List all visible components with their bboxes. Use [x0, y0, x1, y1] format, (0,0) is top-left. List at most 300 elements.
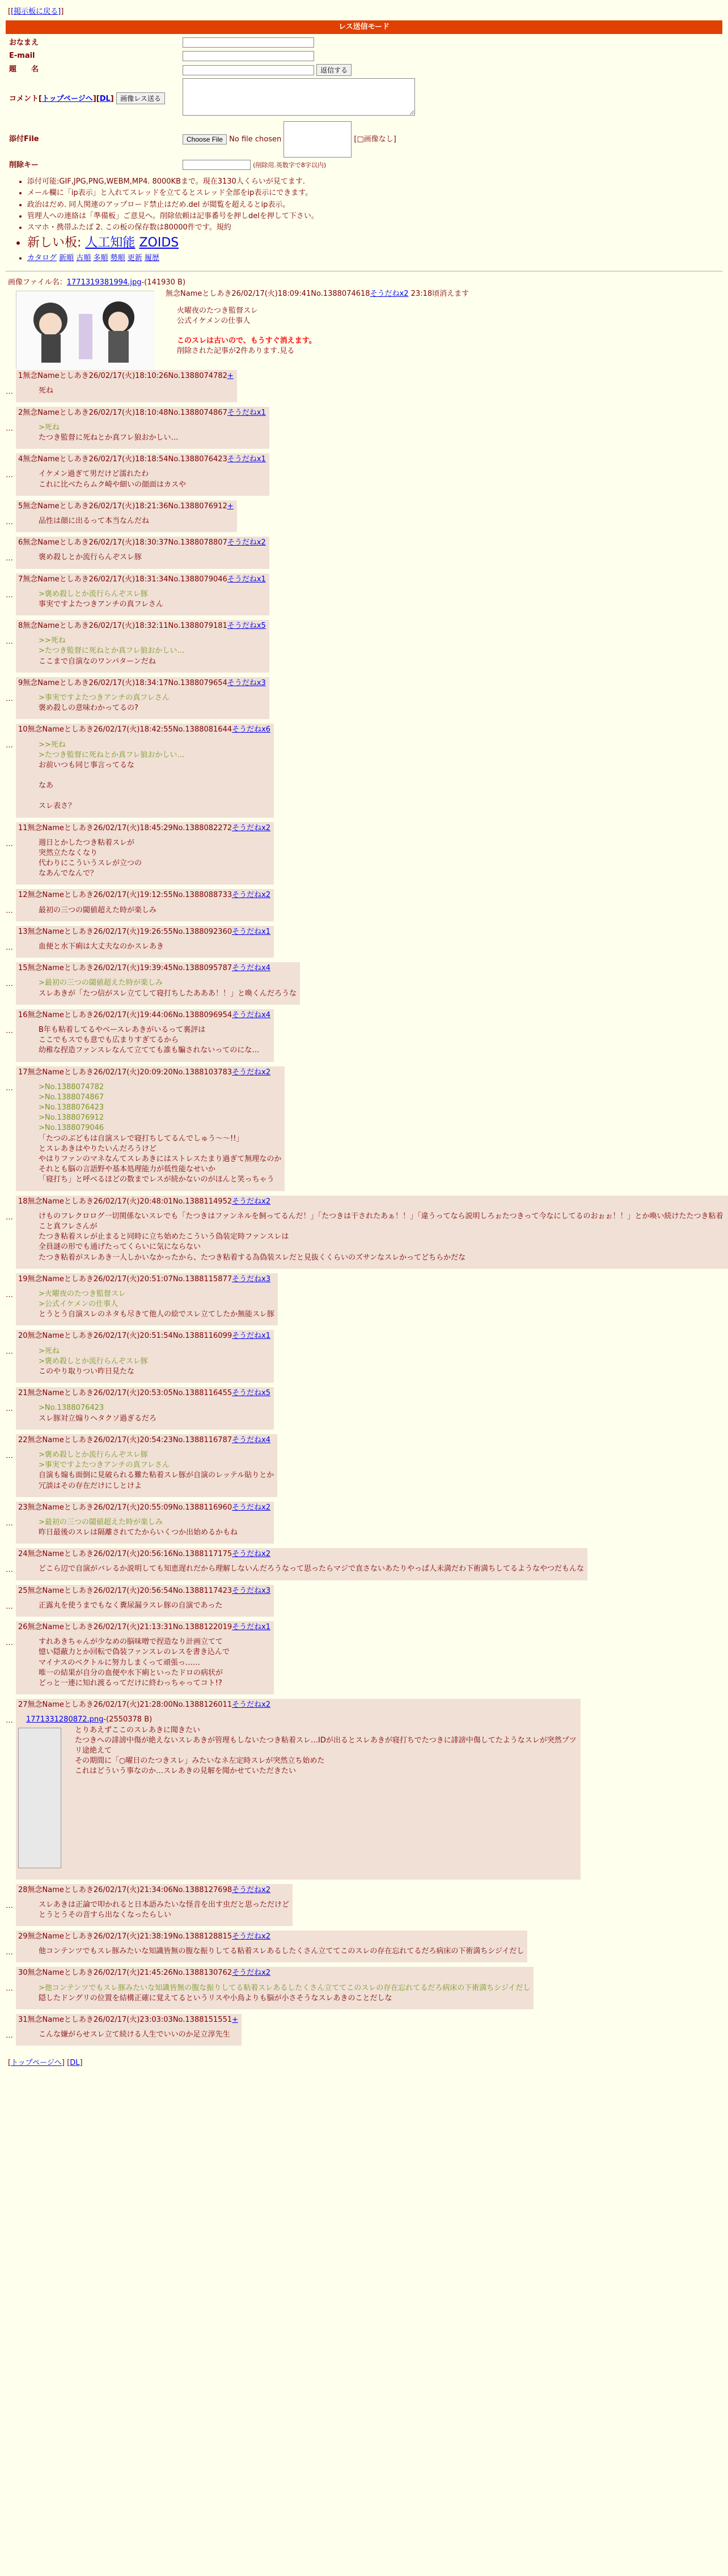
- sodane-button[interactable]: そうだねx2: [232, 1550, 271, 1559]
- reply-box: [16, 1387, 274, 1430]
- name-input[interactable]: [183, 37, 314, 48]
- reply-box: [16, 1884, 293, 1927]
- sodane-button[interactable]: そうだねx2: [232, 1969, 271, 1978]
- board-notes: [27, 176, 728, 264]
- reply-meta: 無念Nameとしあき26/02/17(火)20:51:07No.1388115877: [27, 1274, 232, 1283]
- quote-line: >死ね: [39, 423, 60, 432]
- most-replies-link[interactable]: 多順: [93, 254, 108, 263]
- reply-box: [16, 453, 269, 496]
- reply-row: [6, 1699, 728, 1879]
- reply-body: [18, 1983, 530, 2004]
- no-image-checkbox[interactable]: [□画像なし]: [354, 135, 396, 144]
- reply-box: [16, 2014, 242, 2046]
- note-item: • 管理人への連絡は「準備板」ご意見へ。削除依頼は記事番号を押しdelを押して下さい。: [27, 211, 728, 222]
- reply-body: [18, 1601, 270, 1611]
- reply-body: [18, 1403, 270, 1423]
- reply-box: [16, 537, 269, 568]
- reply-number: 11: [18, 823, 28, 832]
- reply-box: [16, 724, 274, 817]
- sodane-button[interactable]: そうだねx2: [232, 891, 271, 900]
- reply-line: 褒め殺しとか流行らんぞスレ豚: [39, 553, 142, 562]
- reply-body: [18, 1564, 584, 1574]
- reply-meta: 無念Nameとしあき26/02/17(火)20:56:54No.1388117423: [27, 1586, 232, 1595]
- quote-line: >たつき監督に死ねとか真フレ狼おかしい…: [39, 647, 185, 656]
- paint-button[interactable]: 画像レス送る: [116, 92, 165, 104]
- top-page-link[interactable]: トップページへ: [41, 95, 93, 104]
- reply-line: とスレあきはやりたいんだろうけど: [39, 1144, 157, 1153]
- sodane-button[interactable]: そうだねx4: [232, 1010, 271, 1019]
- reply-number: 2: [18, 408, 23, 417]
- quote-line: >最初の三つの閾値超えた時が楽しみ: [39, 979, 163, 988]
- reply-dots: …: [6, 637, 13, 647]
- quote-line: >No.1388074867: [39, 1093, 104, 1102]
- anime-character-image: [16, 291, 155, 369]
- reply-header: [18, 725, 270, 735]
- comment-label: コメント: [9, 95, 39, 104]
- reply-header: [18, 1932, 524, 1942]
- reply-box: [16, 926, 274, 958]
- sodane-button[interactable]: そうだねx3: [227, 678, 266, 687]
- reply-number: 25: [18, 1586, 28, 1595]
- sodane-button[interactable]: そうだねx4: [232, 1435, 271, 1444]
- reply-header: [18, 1700, 577, 1710]
- sodane-button[interactable]: そうだねx2: [232, 1885, 271, 1894]
- reply-line: けものフレクロログ一切関係ないスレでも「たつきはファンネルを飼ってるんだ！」「たつきは干されたあぁ！！」「違うってなら説明しろぉたつきって今なにしてるのおぉぉ！！」とか喚い続けたたつき粘着こと真フレさんが: [39, 1212, 723, 1231]
- reply-line: 唯一の結果が自分の血便や水下痢といったドロの病状が: [39, 1668, 223, 1677]
- quote-line: >たつき監督に死ねとか真フレ狼おかしい…: [39, 750, 185, 759]
- reply-body: [18, 2030, 238, 2040]
- reply-dots: …: [6, 943, 13, 952]
- catalog-link[interactable]: カタログ: [27, 254, 57, 263]
- reply-number: 8: [18, 622, 23, 631]
- sodane-button[interactable]: そうだねx1: [232, 1623, 271, 1631]
- mode-bar: レス送信モード: [6, 20, 722, 34]
- sodane-button[interactable]: +: [227, 372, 234, 381]
- top-nav: [[掲示板に戻る]]: [8, 7, 64, 16]
- reply-row: [6, 1387, 728, 1430]
- reply-row: [6, 573, 728, 616]
- op-file-label: 画像ファイル名：: [8, 278, 67, 287]
- reply-row: [6, 1434, 728, 1497]
- submit-button[interactable]: 返信する: [316, 64, 352, 76]
- quote-line: >No.1388079046: [39, 1124, 104, 1133]
- newest-link[interactable]: 新順: [59, 254, 74, 263]
- sodane-button[interactable]: そうだねx2: [232, 1701, 271, 1710]
- reply-header: [18, 1586, 270, 1596]
- reply-line: 事実ですよたつきアンチの真フレさん: [39, 600, 163, 609]
- reply-header: [18, 1068, 281, 1078]
- reply-line: スレ表さ？: [39, 802, 76, 811]
- reply-number: 9: [18, 678, 23, 687]
- reply-number: 28: [18, 1885, 28, 1894]
- reply-row: [6, 1273, 728, 1326]
- reply-box: [16, 407, 269, 449]
- reply-dots: …: [6, 388, 13, 397]
- name-label: おなまえ: [9, 38, 39, 47]
- reply-number: 30: [18, 1969, 28, 1978]
- quote-line: >No.1388076912: [39, 1113, 104, 1123]
- post-form: [6, 36, 417, 172]
- reply-row: [6, 1884, 728, 1927]
- op-file-link[interactable]: 1771319381994.jpg: [66, 278, 142, 287]
- reply-meta: 無念Nameとしあき26/02/17(火)18:10:48No.1388074867: [23, 408, 227, 417]
- op-thumbnail[interactable]: [16, 291, 154, 369]
- reply-meta: 無念Nameとしあき26/02/17(火)18:42:55No.1388081644: [27, 725, 232, 734]
- reply-header: [18, 501, 234, 512]
- reply-header: [18, 1549, 584, 1559]
- reply-line: 冗談はその存在だけにしとけよ: [39, 1481, 142, 1490]
- reply-row: [6, 1066, 728, 1191]
- email-input[interactable]: [183, 51, 314, 61]
- sodane-button[interactable]: そうだねx1: [232, 927, 271, 936]
- sodane-button[interactable]: そうだねx3: [232, 1274, 271, 1283]
- quote-line: >No.1388074782: [39, 1082, 104, 1091]
- reply-dots: …: [6, 2031, 13, 2040]
- delkey-label: 削除キー: [9, 160, 39, 169]
- history-link[interactable]: 履歴: [144, 254, 159, 263]
- sodane-button[interactable]: そうだねx1: [232, 1332, 271, 1341]
- comment-label-cell: コメント[トップページへ][DL] 画像レス送る: [6, 77, 180, 120]
- reply-line: どこら辺で自演がバレるか説明しても知恵遅れだから理解しないんだろうなって思ったらマジで直さないあたりやっぱ人未満だわ下術満ちしてるようなやつだもんな: [39, 1565, 585, 1574]
- sodane-button[interactable]: そうだねx5: [232, 1389, 271, 1398]
- reply-header: [18, 1503, 270, 1513]
- reply-body: [18, 423, 266, 443]
- quote-line: >No.1388076423: [39, 1103, 104, 1112]
- reply-body: [18, 906, 270, 916]
- reply-line: 「寝打ち」と呼べるほどの数までレスが続かないのがほんと笑っちゃう: [39, 1175, 274, 1184]
- reply-body: [18, 1025, 270, 1056]
- reply-meta: 無念Nameとしあき26/02/17(火)18:31:34No.1388079046: [23, 575, 227, 584]
- reply-line: それとも脳の言語野や基本処理能力が低性能なせいか: [39, 1165, 216, 1174]
- reply-number: 26: [18, 1623, 28, 1631]
- reply-row: [6, 370, 728, 402]
- quote-line: >褒め殺しとか流行らんぞスレ豚: [39, 589, 148, 598]
- reply-line: 隠したドングリの位置を結構正確に覚えてるというリスや小鳥よりも脳が小さそうなスレあきのことだしな: [39, 1993, 392, 2003]
- reply-file-size: -(2550378 B): [103, 1715, 153, 1724]
- reply-row: [6, 889, 728, 921]
- file-label: 添付File: [9, 135, 39, 144]
- reply-line: [39, 771, 270, 781]
- reply-dots: …: [6, 741, 13, 750]
- reply-meta: 無念Nameとしあき26/02/17(火)21:38:19No.1388128815: [27, 1932, 232, 1941]
- op-warning: このスレは古いので、もうすぐ消えます。: [177, 336, 316, 345]
- comment-textarea[interactable]: [183, 78, 415, 116]
- subject-label: 題 名: [9, 65, 39, 74]
- reply-number: 5: [18, 501, 23, 511]
- reply-meta: 無念Nameとしあき26/02/17(火)19:44:06No.1388096954: [27, 1010, 232, 1019]
- reply-number: 18: [18, 1197, 28, 1206]
- reply-row: [6, 822, 728, 885]
- reply-meta: 無念Nameとしあき26/02/17(火)20:53:05No.1388116455: [27, 1389, 232, 1398]
- reply-dots: …: [6, 1405, 13, 1414]
- reply-number: 15: [18, 964, 28, 973]
- reply-row: [6, 1621, 728, 1694]
- reply-file-link[interactable]: 1771331280872.png: [26, 1715, 104, 1724]
- reply-meta: 無念Nameとしあき26/02/17(火)18:21:36No.1388076912: [23, 501, 227, 511]
- reply-thumbnail[interactable]: [18, 1728, 61, 1868]
- reply-line: 「たつのぶどもは自演スレで寝打ちしてるんでしゅう～～!!」: [39, 1134, 244, 1143]
- reply-box: [16, 962, 300, 1005]
- reply-header: [18, 1435, 274, 1446]
- reply-dots: …: [6, 1716, 13, 1725]
- reply-number: 23: [18, 1503, 28, 1512]
- reply-meta: 無念Nameとしあき26/02/17(火)18:45:29No.1388082272: [27, 823, 232, 832]
- reply-line: 代わりにこういうスレが立つの: [39, 859, 142, 868]
- email-label: E-mail: [9, 52, 35, 61]
- reply-box: [16, 500, 237, 532]
- reply-dots: …: [6, 1026, 13, 1035]
- reply-body: [18, 516, 234, 526]
- reply-body: [18, 693, 266, 713]
- reply-box: [16, 1585, 274, 1617]
- reply-line: 突然立たなくなり: [39, 848, 98, 857]
- reply-box: [16, 677, 269, 720]
- subject-input[interactable]: [183, 65, 314, 75]
- reply-row: [6, 926, 728, 958]
- reply-dots: …: [6, 554, 13, 563]
- op-sodane[interactable]: そうだねx2: [370, 290, 409, 299]
- op-line: 火曜夜のたつき監督スレ: [177, 307, 259, 316]
- reply-body: [18, 552, 266, 563]
- sodane-button[interactable]: そうだねx2: [232, 1932, 271, 1941]
- reply-box: [16, 1931, 527, 1962]
- reply-header: [18, 1968, 530, 1978]
- reply-number: 29: [18, 1932, 28, 1941]
- back-to-board-link[interactable]: [掲示板に戻る]: [11, 7, 61, 16]
- reply-line: たつき監督に死ねとか真フレ狼おかしい…: [39, 433, 179, 442]
- file-chooser-button[interactable]: Choose File: [183, 134, 227, 144]
- reply-box: [16, 1548, 587, 1580]
- reply-meta: 無念Nameとしあき26/02/17(火)18:32:11No.1388079181: [23, 622, 227, 631]
- quote-line: >火曜夜のたつき監督スレ: [39, 1289, 126, 1298]
- reply-line: こんな嫌がらせスレ立て続ける人生でいいのか足立淳先生: [39, 2030, 230, 2039]
- sodane-button[interactable]: そうだねx1: [227, 455, 266, 464]
- sodane-button[interactable]: そうだねx2: [232, 1197, 271, 1206]
- reply-body: [18, 978, 297, 998]
- reply-box: [16, 620, 269, 673]
- reply-row: [6, 677, 728, 720]
- reply-header: [18, 1274, 274, 1285]
- quote-line: >死ね: [39, 1346, 60, 1355]
- reply-line: 品性は顔に出るって本当なんだね: [39, 516, 150, 525]
- updated-link[interactable]: 更新: [127, 254, 142, 263]
- reply-number: 7: [18, 575, 23, 584]
- reply-dots: …: [6, 471, 13, 480]
- sodane-button[interactable]: そうだねx6: [232, 725, 271, 734]
- reply-dots: …: [6, 839, 13, 848]
- reply-header: [18, 1197, 725, 1207]
- reply-body: [18, 589, 266, 610]
- reply-line: ここまで自演なのワンパターンだね: [39, 657, 156, 666]
- reply-body: [18, 942, 270, 952]
- reply-line: とうとう自演スレのネタも尽きて他人の絵でスレ立てしたか無能スレ豚: [39, 1310, 275, 1319]
- reply-line: その期間に「○曜日のたつきスレ」みたいなネ左定時スレが突然立ち始めた: [75, 1757, 325, 1766]
- reply-body: [18, 1900, 289, 1920]
- reply-line: 幼稚な捏造ファンスレなんて立てても誰も騙されないってのにな…: [39, 1046, 260, 1055]
- reply-dots: …: [6, 1948, 13, 1957]
- reply-box: [16, 1967, 534, 2009]
- reply-number: 1: [18, 372, 23, 381]
- reply-dots: …: [6, 1347, 13, 1357]
- reply-dots: …: [6, 1290, 13, 1299]
- reply-row: [6, 1967, 728, 2009]
- reply-box: [16, 1009, 274, 1062]
- reply-line: これはどういう事なのか…スレあきの見解を聞かせていただきたい: [75, 1767, 297, 1776]
- reply-number: 13: [18, 927, 28, 936]
- sodane-button[interactable]: そうだねx1: [227, 575, 266, 584]
- reply-number: 4: [18, 455, 23, 464]
- reply-line: このやり取りつい昨日見たな: [39, 1367, 135, 1376]
- oldest-link[interactable]: 古順: [76, 254, 91, 263]
- reply-number: 27: [18, 1701, 28, 1710]
- reply-number: 31: [18, 2016, 28, 2024]
- op-post: [0, 278, 728, 369]
- reply-line: とりあえずここのスレあきに聞きたい: [75, 1725, 201, 1735]
- reply-line: 昨日最後のスレは隔離されてたからいくつか出始めるかもね: [39, 1528, 238, 1537]
- reply-header: [18, 823, 270, 834]
- reply-box: [16, 1273, 278, 1326]
- reply-header: [18, 1331, 270, 1341]
- reply-box: [16, 1502, 274, 1544]
- reply-dots: …: [6, 1901, 13, 1910]
- reply-line: とうとうその音すら出なくなったらしい: [39, 1910, 172, 1919]
- reply-row: [6, 1931, 728, 1962]
- reply-box: [16, 1330, 274, 1383]
- reply-body: [18, 740, 270, 812]
- reply-meta: 無念Nameとしあき26/02/17(火)19:39:45No.1388095787: [27, 964, 232, 973]
- reply-dots: …: [6, 980, 13, 989]
- reply-number: 22: [18, 1435, 28, 1444]
- reply-box: [16, 573, 269, 616]
- reply-row: [6, 2014, 728, 2046]
- reply-number: 10: [18, 725, 28, 734]
- op-file-size: -(141930 B): [141, 278, 186, 287]
- reply-dots: …: [6, 1213, 13, 1222]
- sodane-button[interactable]: +: [227, 501, 234, 511]
- reply-number: 12: [18, 891, 28, 900]
- reply-body: [18, 386, 234, 396]
- reply-dots: …: [6, 1451, 13, 1460]
- reply-line: 褒め殺しの意味わかってるの?: [39, 704, 138, 713]
- reply-meta: 無念Nameとしあき26/02/17(火)18:18:54No.1388076423: [23, 455, 227, 464]
- reply-meta: 無念Nameとしあき26/02/17(火)18:34:17No.1388079654: [23, 678, 227, 687]
- reply-line: どっと一連に知れ渡るってだけに終わっちゃってコト!?: [39, 1678, 222, 1687]
- reply-line: イケメン過ぎて男だけど濡れたわ: [39, 470, 149, 479]
- new-boards-title: 新しい板:: [27, 236, 82, 250]
- reply-header: [18, 1388, 270, 1398]
- reply-body: [18, 1289, 274, 1320]
- footer-nav: [トップページへ] [DL]: [8, 2059, 83, 2068]
- sodane-button[interactable]: そうだねx4: [232, 964, 271, 973]
- note-item: • 政治はだめ. 同人関連のアップロード禁止はだめ.del が閲覧を超えるとip表示。: [27, 199, 728, 211]
- reply-dots: …: [6, 590, 13, 600]
- reply-line: やはりファンのマネなんてスレあきにはストレスたまり過ぎて無理なのか: [39, 1155, 282, 1163]
- reply-line: 死ね: [39, 386, 54, 396]
- reply-dots: …: [6, 1566, 13, 1575]
- sodane-button[interactable]: そうだねx2: [232, 1503, 271, 1512]
- reply-row: [6, 1502, 728, 1544]
- op-text: [177, 306, 469, 326]
- reply-header: [18, 1010, 270, 1021]
- reply-dots: …: [6, 517, 13, 526]
- op-file-line: [8, 278, 720, 288]
- reply-line: たつき粘着がスレあき一人しかいなかったから、たつき粘着する為偽装スレだと見抜くくらいのズサンなスレかってどちらかだな: [39, 1253, 466, 1262]
- reply-row: [6, 962, 728, 1005]
- sodane-button[interactable]: そうだねx2: [232, 1068, 271, 1077]
- sodane-button[interactable]: +: [232, 2016, 239, 2024]
- reply-row: [6, 724, 728, 817]
- quote-line: >事実ですよたつきアンチの真フレさん: [39, 1461, 170, 1470]
- reply-body: [18, 1346, 270, 1378]
- reply-line: 正露丸を使うまでもなく糞尿漏ラスレ豚の自演であった: [39, 1601, 223, 1610]
- reply-body: [18, 1082, 281, 1185]
- reply-number: 19: [18, 1274, 28, 1283]
- reply-line: すれあきちゃんが少なめの脳味噌で捏造なり計画立てて: [39, 1638, 223, 1647]
- reply-line: スレあきは正論で叩かれると日本語みたいな怪音を出す虫だと思っただけど: [39, 1900, 290, 1909]
- reply-number: 17: [18, 1068, 28, 1077]
- reply-header: [18, 678, 266, 688]
- reply-line: お前いつも同じ事言ってるな: [39, 760, 135, 770]
- reply-body: [18, 1637, 270, 1689]
- reply-header: [18, 2015, 238, 2025]
- footer-top-link[interactable]: トップページへ: [11, 2059, 62, 2068]
- board-link-zoids[interactable]: ZOIDS: [139, 236, 179, 250]
- reply-row: [6, 453, 728, 496]
- reply-meta: 無念Nameとしあき26/02/17(火)19:26:55No.1388092360: [27, 927, 232, 936]
- reply-line: たつきへの誹謗中傷が絶えないスレあきが管理もしないたつき粘着スレ…IDが出るとスレあきが寝打ちでたつきに誹謗中傷してたようなスレが突然プツリ途絶えて: [75, 1736, 577, 1755]
- quote-line: >No.1388076423: [39, 1404, 104, 1413]
- reply-meta: 無念Nameとしあき26/02/17(火)20:48:01No.1388114952: [27, 1197, 232, 1206]
- reply-body: [18, 1450, 274, 1491]
- note-item: • スマホ・携帯ふたば 2. この板の保存数は80000件です。規約: [27, 222, 728, 233]
- quote-line: >公式イケメンの仕事人: [39, 1300, 118, 1309]
- footer-dl-link[interactable]: DL: [70, 2059, 80, 2068]
- reply-dots: …: [6, 424, 13, 433]
- reply-line: なあ: [39, 781, 54, 790]
- reply-body: [18, 1725, 577, 1777]
- sodane-button[interactable]: そうだねx1: [227, 408, 266, 417]
- reply-meta: 無念Nameとしあき26/02/17(火)21:34:06No.1388127698: [27, 1885, 232, 1894]
- delkey-input[interactable]: [183, 160, 251, 170]
- reply-box: [16, 1621, 274, 1694]
- reply-meta: 無念Nameとしあき26/02/17(火)20:55:09No.1388116960: [27, 1503, 232, 1512]
- reply-box: [16, 822, 274, 885]
- paste-box[interactable]: [283, 121, 352, 158]
- sodane-button[interactable]: そうだねx3: [232, 1586, 271, 1595]
- reply-file-line: [18, 1715, 577, 1725]
- reply-box: [16, 1066, 285, 1191]
- reply-line: スレあきが「たつ信がスレ立てして寝打ちしたあああ！！」と喚くんだろうな: [39, 989, 297, 998]
- reply-meta: 無念Nameとしあき26/02/17(火)18:10:26No.1388074782: [23, 372, 227, 381]
- reply-row: [6, 500, 728, 532]
- reply-number: 16: [18, 1010, 28, 1019]
- reply-header: [18, 1885, 289, 1895]
- reply-line: たつき粘着スレが止まると同時に立ち始めたこういう偽装定時ファンスレは: [39, 1232, 289, 1242]
- reply-body: [18, 1946, 524, 1957]
- quote-line: >褒め殺しとか流行らんぞスレ豚: [39, 1450, 148, 1459]
- reply-number: 24: [18, 1550, 28, 1559]
- reply-line: 最初の三つの閾値超えた時が楽しみ: [39, 906, 157, 915]
- dl-link[interactable]: DL: [99, 95, 111, 104]
- momentum-link[interactable]: 勢順: [110, 254, 125, 263]
- sodane-button[interactable]: そうだねx2: [232, 823, 271, 832]
- sodane-button[interactable]: そうだねx5: [227, 622, 266, 631]
- quote-line: >褒め殺しとか流行らんぞスレ豚: [39, 1357, 148, 1366]
- op-expiry: 23:18頃消えます: [410, 290, 469, 299]
- sodane-button[interactable]: そうだねx2: [227, 538, 266, 547]
- reply-meta: 無念Nameとしあき26/02/17(火)21:45:26No.1388130762: [27, 1969, 232, 1978]
- board-link-ai[interactable]: 人工知能: [85, 236, 136, 250]
